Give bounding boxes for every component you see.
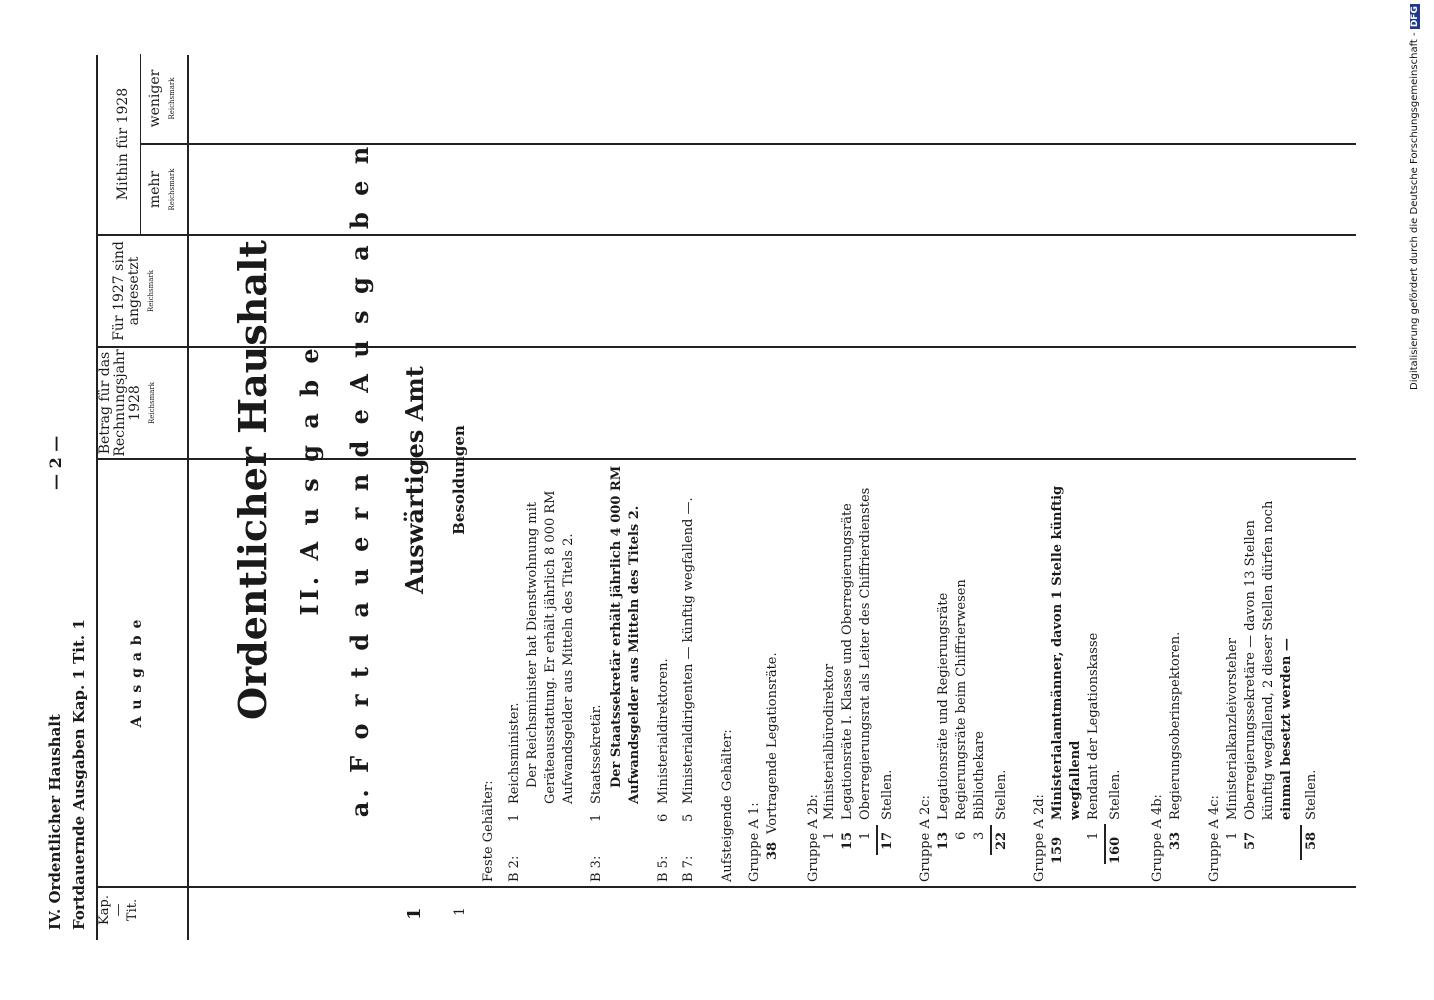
a2d-name2: Rendant der Legationskasse (1086, 632, 1101, 820)
office-title: Auswärtiges Amt (400, 366, 429, 594)
a4c-sum: 58 (1304, 831, 1319, 850)
ausgabe-header (130, 460, 145, 886)
a2c-stellen: Stellen. (994, 769, 1009, 820)
aufsteigende-gehaelter: Aufsteigende Gehälter: (720, 729, 735, 882)
feste-gehaelter: Feste Gehälter: (481, 780, 496, 882)
a4c-name2a: Oberregierungssekretäre — davon 13 Stellen (1243, 520, 1258, 820)
a4c-sum-rule (1300, 825, 1302, 860)
mithin-header (116, 54, 131, 234)
dfg-logo: DFG (1410, 6, 1420, 28)
fuer1927-unit: Reichsmark (147, 269, 155, 313)
b2-note1: Der Reichsminister hat Dienstwohnung mit (525, 501, 540, 788)
a4c-name2c: einmal besetzt werden — (1279, 638, 1294, 820)
weniger-unit: Reichsmark (168, 77, 176, 120)
mithin-rule (140, 54, 141, 234)
b3-label: B 3: (589, 855, 604, 882)
mehr-header (148, 145, 180, 234)
header-bottom-rule (187, 55, 189, 940)
a4b-count: 33 (1168, 831, 1183, 850)
a2c-name3: Bibliothekare (972, 730, 987, 820)
mehr-unit: Reichsmark (168, 168, 176, 211)
a4c-count2: 57 (1243, 831, 1258, 850)
besoldungen-title: Besoldungen (450, 425, 468, 535)
main-title: Ordentlicher Haushalt (230, 240, 275, 720)
running-head-line2: Fortdauernde Ausgaben Kap. 1 Tit. 1 (70, 619, 88, 930)
digitization-credit (1409, 6, 1431, 390)
fuer1927-header (112, 236, 159, 346)
a2d-name1a: Ministerialamtmänner, davon 1 Stelle künftig (1050, 485, 1065, 820)
a2c-count1: 13 (936, 831, 951, 850)
a2b-stellen: Stellen. (880, 769, 895, 820)
a4c-count1: 1 (1225, 831, 1240, 840)
a2c-count3: 3 (972, 831, 987, 840)
a4b-name: Regierungsoberinspektoren. (1168, 631, 1183, 820)
tit-header: Tit. (125, 898, 140, 922)
a2b-name1: Ministerialbürodirektor (822, 663, 837, 820)
a2b-count1: 1 (822, 831, 837, 840)
rule-1927-mithin (96, 234, 1356, 236)
a2c-sum: 22 (994, 831, 1009, 850)
a2b-sum-rule (876, 825, 878, 855)
rule-ausgabe-betrag (96, 458, 1356, 460)
a2c-sum-rule (990, 825, 992, 855)
a2d-count2: 1 (1086, 831, 1101, 840)
fuer1927-header-text: Für 1927 sind angesetzt (111, 241, 142, 341)
a4c-label: Gruppe A 4c: (1207, 795, 1222, 882)
mithin-header-text: Mithin für 1928 (115, 87, 131, 201)
section-title: a. F o r t d a u e r n d e A u s g a b e n (345, 142, 374, 818)
a2c-name2: Regierungsräte beim Chiffrierwesen (954, 579, 969, 820)
a1-label: Gruppe A 1: (747, 802, 762, 882)
page-number: — 2 — (46, 435, 65, 490)
a4c-name1: Ministerialkanzleivorsteher (1225, 638, 1240, 820)
a4c-name2b: künftig wegfallend, 2 dieser Stellen dürfen noch (1261, 500, 1276, 820)
b3-count: 1 (589, 813, 604, 822)
a2c-name1: Legationsräte und Regierungsräte (936, 592, 951, 820)
kap-tit-separator: — (111, 903, 126, 917)
a2b-name2: Legationsräte I. Klasse und Oberregierungsräte (840, 503, 855, 820)
tit-number: 1 (452, 907, 468, 916)
part-title: II. A u s g a b e (295, 344, 324, 616)
betrag-unit: Reichsmark (148, 381, 156, 425)
b5-name: Ministerialdirektoren. (656, 658, 671, 804)
weniger-header (148, 54, 180, 143)
a2b-label: Gruppe A 2b: (806, 794, 821, 882)
rule-betrag-1927 (96, 346, 1356, 348)
b3-note2: Aufwandsgelder aus Mitteln des Titels 2. (627, 505, 642, 804)
b5-count: 6 (656, 813, 671, 822)
credit-text: Digitalisierung gefördert durch die Deutsche Forschungsgemeinschaft - (1409, 32, 1420, 390)
b2-name: Reichsminister. (507, 702, 522, 804)
b3-note1: Der Staatssekretär erhält jährlich 4 000 RM (609, 465, 624, 788)
a4b-label: Gruppe A 4b: (1150, 794, 1165, 882)
a2c-label: Gruppe A 2c: (918, 795, 933, 882)
table-top-rule (96, 55, 98, 940)
b7-count: 5 (681, 813, 696, 822)
a4c-stellen: Stellen. (1304, 769, 1319, 820)
a2c-count2: 6 (954, 831, 969, 840)
a2d-name1b: wegfallend (1068, 740, 1083, 820)
a2d-count1: 159 (1050, 836, 1065, 864)
kap-header: Kap. (97, 895, 112, 925)
b2-note3: Aufwandsgelder aus Mitteln des Titels 2. (561, 533, 576, 804)
b7-label: B 7: (681, 855, 696, 882)
a2b-name3: Oberregierungsrat als Leiter des Chiffrierdienstes (858, 487, 873, 820)
kap-tit-header (98, 888, 140, 932)
b2-count: 1 (507, 813, 522, 822)
betrag-header-text: Betrag für das Rechnungsjahr 1928 (97, 349, 143, 457)
a1-name: Vortragende Legationsräte. (765, 652, 780, 834)
a2d-sum: 160 (1108, 836, 1123, 864)
b5-label: B 5: (656, 855, 671, 882)
a1-count: 38 (765, 841, 780, 860)
running-head-line1: IV. Ordentlicher Haushalt (46, 714, 64, 930)
a2b-count2: 15 (840, 831, 855, 850)
a2d-label: Gruppe A 2d: (1032, 794, 1047, 882)
credit-text-wrap (1409, 6, 1425, 390)
ausgabe-header-text: A u s g a b e (129, 618, 145, 728)
kap-number: 1 (404, 907, 425, 920)
b2-label: B 2: (507, 855, 522, 882)
b2-note2: Geräteausstattung. Er erhält jährlich 8 000 RM (543, 490, 558, 804)
b3-name: Staatssekretär. (589, 704, 604, 804)
b7-name: Ministerialdirigenten — künftig wegfallend —. (681, 497, 696, 804)
a2d-stellen: Stellen. (1108, 769, 1123, 820)
a2d-sum-rule (1104, 824, 1106, 864)
weniger-header-text: weniger (147, 69, 163, 128)
rule-kap-ausgabe (96, 886, 1356, 888)
a2b-sum: 17 (880, 831, 895, 850)
a2b-count3: 1 (858, 831, 873, 840)
mehr-header-text: mehr (147, 170, 163, 209)
betrag-header (98, 348, 160, 458)
